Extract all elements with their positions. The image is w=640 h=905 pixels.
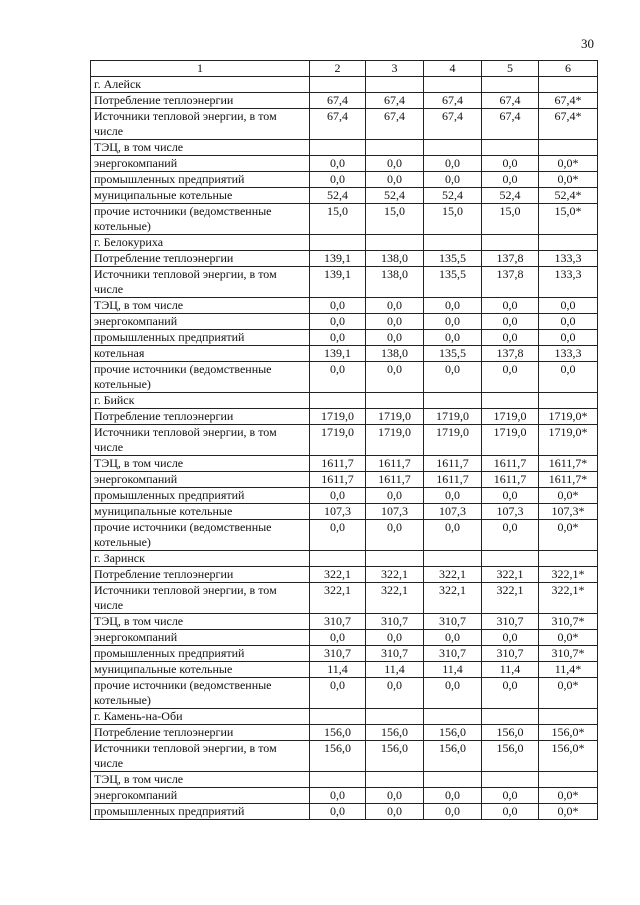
empty-cell: [310, 235, 366, 251]
value-cell: 1719,0*: [539, 409, 598, 425]
value-cell: 1611,7*: [539, 456, 598, 472]
row-label: энергокомпаний: [91, 472, 310, 488]
value-cell: [366, 140, 424, 156]
value-cell: 0,0: [424, 298, 482, 314]
value-cell: 322,1: [424, 583, 482, 614]
value-cell: 0,0*: [539, 630, 598, 646]
value-cell: 0,0: [310, 330, 366, 346]
value-cell: 0,0: [310, 156, 366, 172]
table-body: [91, 61, 598, 820]
table-row: [91, 504, 598, 520]
row-label: прочие источники (ведомственные котельные): [91, 520, 310, 551]
empty-cell: [310, 709, 366, 725]
value-cell: [310, 140, 366, 156]
value-cell: 0,0: [539, 362, 598, 393]
header-cell: 5: [482, 61, 539, 77]
header-cell: 6: [539, 61, 598, 77]
section-row: [91, 77, 598, 93]
empty-cell: [539, 77, 598, 93]
value-cell: 0,0: [310, 804, 366, 820]
table-row: [91, 425, 598, 456]
value-cell: 67,4: [366, 93, 424, 109]
empty-cell: [424, 77, 482, 93]
value-cell: 52,4*: [539, 188, 598, 204]
row-label: Источники тепловой энергии, в том числе: [91, 425, 310, 456]
value-cell: 156,0: [310, 741, 366, 772]
value-cell: 310,7: [310, 646, 366, 662]
value-cell: 52,4: [482, 188, 539, 204]
section-title: г. Камень-на-Оби: [91, 709, 310, 725]
row-label: Источники тепловой энергии, в том числе: [91, 741, 310, 772]
empty-cell: [424, 235, 482, 251]
value-cell: 0,0: [310, 314, 366, 330]
value-cell: 1719,0*: [539, 425, 598, 456]
value-cell: 0,0: [424, 488, 482, 504]
value-cell: 0,0: [366, 156, 424, 172]
value-cell: 107,3: [310, 504, 366, 520]
empty-cell: [366, 551, 424, 567]
value-cell: 0,0: [366, 488, 424, 504]
table-row: [91, 630, 598, 646]
value-cell: 0,0: [424, 330, 482, 346]
value-cell: 1719,0: [310, 409, 366, 425]
value-cell: 322,1: [366, 567, 424, 583]
value-cell: 0,0: [482, 678, 539, 709]
value-cell: 107,3: [424, 504, 482, 520]
row-label: промышленных предприятий: [91, 330, 310, 346]
header-cell: 3: [366, 61, 424, 77]
empty-cell: [366, 709, 424, 725]
value-cell: [366, 772, 424, 788]
row-label: промышленных предприятий: [91, 804, 310, 820]
table-row: [91, 93, 598, 109]
row-label: муниципальные котельные: [91, 188, 310, 204]
value-cell: 156,0: [424, 725, 482, 741]
value-cell: 322,1: [310, 567, 366, 583]
value-cell: 0,0: [482, 330, 539, 346]
table-row: [91, 646, 598, 662]
value-cell: 11,4*: [539, 662, 598, 678]
table-row: [91, 109, 598, 140]
value-cell: 310,7: [482, 646, 539, 662]
value-cell: 0,0*: [539, 788, 598, 804]
row-label: ТЭЦ, в том числе: [91, 140, 310, 156]
value-cell: [539, 772, 598, 788]
value-cell: 1611,7: [482, 472, 539, 488]
value-cell: 0,0: [366, 314, 424, 330]
value-cell: 0,0: [482, 630, 539, 646]
table-row: [91, 583, 598, 614]
table-row: [91, 346, 598, 362]
empty-cell: [539, 551, 598, 567]
value-cell: 107,3: [482, 504, 539, 520]
empty-cell: [539, 709, 598, 725]
value-cell: 0,0: [482, 488, 539, 504]
row-label: энергокомпаний: [91, 630, 310, 646]
row-label: Потребление теплоэнергии: [91, 93, 310, 109]
value-cell: 1611,7: [424, 456, 482, 472]
header-cell: 1: [91, 61, 310, 77]
row-label: энергокомпаний: [91, 314, 310, 330]
value-cell: 0,0: [482, 362, 539, 393]
table-row: [91, 330, 598, 346]
value-cell: 0,0*: [539, 520, 598, 551]
value-cell: 67,4*: [539, 93, 598, 109]
row-label: Потребление теплоэнергии: [91, 409, 310, 425]
value-cell: 322,1: [482, 583, 539, 614]
value-cell: 0,0: [424, 172, 482, 188]
section-row: [91, 235, 598, 251]
page-number: 30: [581, 36, 594, 51]
table-row: [91, 156, 598, 172]
value-cell: 0,0*: [539, 172, 598, 188]
value-cell: 1611,7*: [539, 472, 598, 488]
table-row: [91, 188, 598, 204]
value-cell: 310,7: [310, 614, 366, 630]
value-cell: 156,0*: [539, 741, 598, 772]
empty-cell: [539, 235, 598, 251]
value-cell: 1719,0: [424, 409, 482, 425]
value-cell: 139,1: [310, 346, 366, 362]
empty-cell: [482, 709, 539, 725]
row-label: энергокомпаний: [91, 788, 310, 804]
row-label: Источники тепловой энергии, в том числе: [91, 583, 310, 614]
empty-cell: [366, 393, 424, 409]
value-cell: 135,5: [424, 251, 482, 267]
value-cell: 1611,7: [310, 456, 366, 472]
empty-cell: [482, 77, 539, 93]
table-row: [91, 772, 598, 788]
value-cell: 1611,7: [310, 472, 366, 488]
value-cell: 310,7*: [539, 614, 598, 630]
value-cell: 52,4: [366, 188, 424, 204]
value-cell: 52,4: [424, 188, 482, 204]
value-cell: 135,5: [424, 346, 482, 362]
value-cell: 156,0*: [539, 725, 598, 741]
value-cell: 322,1*: [539, 583, 598, 614]
value-cell: [424, 772, 482, 788]
value-cell: 67,4: [424, 109, 482, 140]
value-cell: 0,0: [424, 520, 482, 551]
value-cell: 0,0: [366, 362, 424, 393]
value-cell: 1719,0: [366, 425, 424, 456]
value-cell: 67,4: [366, 109, 424, 140]
empty-cell: [539, 393, 598, 409]
header-cell: 2: [310, 61, 366, 77]
value-cell: 0,0*: [539, 804, 598, 820]
value-cell: 1719,0: [482, 425, 539, 456]
value-cell: 107,3*: [539, 504, 598, 520]
value-cell: 1719,0: [366, 409, 424, 425]
value-cell: 322,1: [482, 567, 539, 583]
row-label: ТЭЦ, в том числе: [91, 614, 310, 630]
row-label: ТЭЦ, в том числе: [91, 772, 310, 788]
value-cell: 0,0: [482, 788, 539, 804]
table-row: [91, 314, 598, 330]
value-cell: 0,0*: [539, 156, 598, 172]
value-cell: 310,7: [366, 646, 424, 662]
value-cell: 11,4: [424, 662, 482, 678]
section-title: г. Белокуриха: [91, 235, 310, 251]
value-cell: 156,0: [482, 741, 539, 772]
value-cell: 0,0: [539, 330, 598, 346]
row-label: ТЭЦ, в том числе: [91, 298, 310, 314]
value-cell: 67,4: [310, 109, 366, 140]
section-title: г. Алейск: [91, 77, 310, 93]
empty-cell: [482, 551, 539, 567]
row-label: ТЭЦ, в том числе: [91, 456, 310, 472]
value-cell: 138,0: [366, 346, 424, 362]
value-cell: 133,3: [539, 346, 598, 362]
value-cell: 15,0: [366, 204, 424, 235]
value-cell: 138,0: [366, 251, 424, 267]
empty-cell: [366, 77, 424, 93]
value-cell: 133,3: [539, 267, 598, 298]
value-cell: [539, 140, 598, 156]
value-cell: 137,8: [482, 346, 539, 362]
value-cell: 0,0: [539, 298, 598, 314]
value-cell: 0,0: [539, 314, 598, 330]
section-row: [91, 709, 598, 725]
row-label: прочие источники (ведомственные котельные): [91, 362, 310, 393]
section-row: [91, 393, 598, 409]
value-cell: 0,0: [310, 788, 366, 804]
value-cell: 67,4: [424, 93, 482, 109]
value-cell: [424, 140, 482, 156]
value-cell: 67,4: [482, 93, 539, 109]
value-cell: 1611,7: [366, 472, 424, 488]
header-cell: 4: [424, 61, 482, 77]
value-cell: 310,7: [424, 614, 482, 630]
table-row: [91, 662, 598, 678]
value-cell: 0,0: [424, 804, 482, 820]
value-cell: 0,0: [310, 520, 366, 551]
value-cell: 137,8: [482, 251, 539, 267]
data-table: [90, 60, 598, 820]
value-cell: 11,4: [482, 662, 539, 678]
table-row: [91, 456, 598, 472]
row-label: Источники тепловой энергии, в том числе: [91, 267, 310, 298]
value-cell: 0,0: [424, 362, 482, 393]
row-label: прочие источники (ведомственные котельные): [91, 678, 310, 709]
value-cell: 137,8: [482, 267, 539, 298]
row-label: Потребление теплоэнергии: [91, 567, 310, 583]
value-cell: 310,7*: [539, 646, 598, 662]
row-label: энергокомпаний: [91, 156, 310, 172]
value-cell: 139,1: [310, 251, 366, 267]
value-cell: [482, 140, 539, 156]
empty-cell: [310, 393, 366, 409]
value-cell: 0,0: [482, 314, 539, 330]
value-cell: 0,0: [424, 314, 482, 330]
empty-cell: [310, 551, 366, 567]
value-cell: 0,0: [482, 298, 539, 314]
value-cell: 15,0: [310, 204, 366, 235]
section-row: [91, 551, 598, 567]
value-cell: 156,0: [424, 741, 482, 772]
value-cell: 310,7: [482, 614, 539, 630]
row-label: промышленных предприятий: [91, 172, 310, 188]
empty-cell: [482, 393, 539, 409]
value-cell: 0,0: [482, 172, 539, 188]
table-row: [91, 678, 598, 709]
value-cell: 139,1: [310, 267, 366, 298]
value-cell: 0,0: [482, 156, 539, 172]
value-cell: 0,0*: [539, 678, 598, 709]
value-cell: 0,0: [310, 172, 366, 188]
value-cell: 0,0: [366, 330, 424, 346]
value-cell: 322,1: [366, 583, 424, 614]
table-row: [91, 488, 598, 504]
value-cell: 11,4: [310, 662, 366, 678]
table-row: [91, 298, 598, 314]
value-cell: 322,1: [424, 567, 482, 583]
value-cell: 0,0: [424, 678, 482, 709]
value-cell: 15,0: [424, 204, 482, 235]
value-cell: 135,5: [424, 267, 482, 298]
value-cell: 0,0: [366, 788, 424, 804]
table-row: [91, 172, 598, 188]
value-cell: 15,0: [482, 204, 539, 235]
value-cell: 52,4: [310, 188, 366, 204]
value-cell: 11,4: [366, 662, 424, 678]
empty-cell: [310, 77, 366, 93]
value-cell: 107,3: [366, 504, 424, 520]
table-row: [91, 788, 598, 804]
value-cell: 310,7: [424, 646, 482, 662]
empty-cell: [366, 235, 424, 251]
table-row: [91, 251, 598, 267]
row-label: Источники тепловой энергии, в том числе: [91, 109, 310, 140]
header-row: [91, 61, 598, 77]
value-cell: 0,0: [366, 630, 424, 646]
value-cell: 0,0: [366, 678, 424, 709]
value-cell: 1719,0: [310, 425, 366, 456]
value-cell: 0,0: [366, 804, 424, 820]
value-cell: 0,0: [310, 362, 366, 393]
empty-cell: [424, 551, 482, 567]
value-cell: 0,0: [366, 520, 424, 551]
value-cell: 0,0: [310, 488, 366, 504]
value-cell: 156,0: [366, 741, 424, 772]
section-title: г. Заринск: [91, 551, 310, 567]
empty-cell: [482, 235, 539, 251]
table-row: [91, 741, 598, 772]
value-cell: 1611,7: [482, 456, 539, 472]
value-cell: [310, 772, 366, 788]
value-cell: 156,0: [366, 725, 424, 741]
row-label: Потребление теплоэнергии: [91, 725, 310, 741]
value-cell: 0,0: [310, 630, 366, 646]
value-cell: 67,4*: [539, 109, 598, 140]
value-cell: 1719,0: [424, 425, 482, 456]
row-label: котельная: [91, 346, 310, 362]
table-row: [91, 520, 598, 551]
row-label: Потребление теплоэнергии: [91, 251, 310, 267]
table-row: [91, 140, 598, 156]
value-cell: 0,0: [310, 678, 366, 709]
value-cell: 133,3: [539, 251, 598, 267]
section-title: г. Бийск: [91, 393, 310, 409]
value-cell: [482, 772, 539, 788]
table-row: [91, 267, 598, 298]
table-row: [91, 204, 598, 235]
value-cell: 1611,7: [424, 472, 482, 488]
row-label: промышленных предприятий: [91, 488, 310, 504]
row-label: промышленных предприятий: [91, 646, 310, 662]
row-label: муниципальные котельные: [91, 504, 310, 520]
table-row: [91, 409, 598, 425]
value-cell: 310,7: [366, 614, 424, 630]
value-cell: 322,1: [310, 583, 366, 614]
value-cell: 156,0: [310, 725, 366, 741]
value-cell: 0,0: [366, 172, 424, 188]
table-row: [91, 362, 598, 393]
table-row: [91, 567, 598, 583]
table-row: [91, 472, 598, 488]
value-cell: 0,0: [424, 630, 482, 646]
value-cell: 1719,0: [482, 409, 539, 425]
table-row: [91, 614, 598, 630]
value-cell: 67,4: [482, 109, 539, 140]
empty-cell: [424, 393, 482, 409]
value-cell: 322,1*: [539, 567, 598, 583]
empty-cell: [424, 709, 482, 725]
table-row: [91, 725, 598, 741]
value-cell: 156,0: [482, 725, 539, 741]
value-cell: 0,0: [482, 804, 539, 820]
row-label: прочие источники (ведомственные котельные): [91, 204, 310, 235]
row-label: муниципальные котельные: [91, 662, 310, 678]
value-cell: 0,0: [366, 298, 424, 314]
value-cell: 1611,7: [366, 456, 424, 472]
value-cell: 0,0: [424, 156, 482, 172]
value-cell: 0,0: [424, 788, 482, 804]
value-cell: 67,4: [310, 93, 366, 109]
value-cell: 0,0*: [539, 488, 598, 504]
value-cell: 138,0: [366, 267, 424, 298]
value-cell: 0,0: [310, 298, 366, 314]
value-cell: 15,0*: [539, 204, 598, 235]
table-row: [91, 804, 598, 820]
value-cell: 0,0: [482, 520, 539, 551]
